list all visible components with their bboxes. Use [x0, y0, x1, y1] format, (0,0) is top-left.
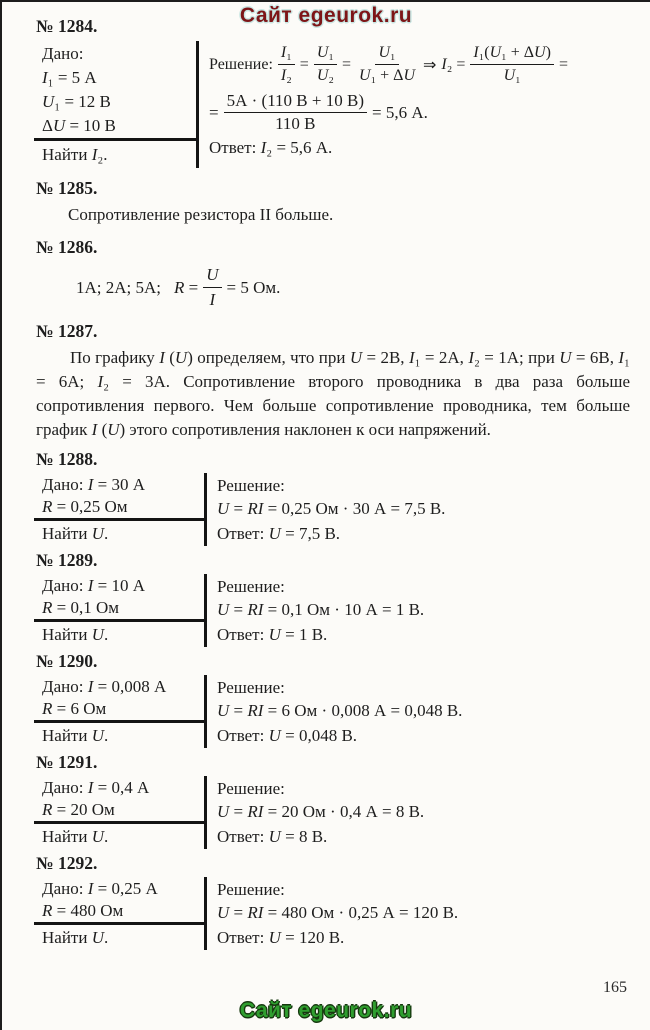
solution-line: U = RI = 480 Ом · 0,25 А = 120 В. [217, 903, 459, 922]
solution-line-1 [209, 43, 634, 86]
find-label: Найти U. [42, 928, 109, 947]
page-number: 165 [603, 979, 627, 996]
solution-label: Решение: [217, 880, 285, 899]
find-divider-line [34, 518, 204, 521]
fraction [224, 91, 367, 134]
solution-column [204, 473, 634, 546]
math-term: R = [174, 277, 199, 297]
fraction [470, 43, 554, 86]
given-value: Дано: I = 0,008 А [42, 677, 167, 696]
answer-line: Ответ: U = 120 В. [217, 928, 345, 947]
site-watermark-bottom: Сайт egeurok.ru [239, 999, 413, 1022]
solution-label: Решение: [217, 678, 285, 697]
equals-sign: = [558, 55, 568, 73]
solution-line: U = RI = 0,25 Ом · 30 А = 7,5 В. [217, 499, 446, 518]
given-column [36, 473, 204, 546]
find-label: Найти U. [42, 524, 109, 543]
solution-label: Решение: [217, 577, 285, 596]
problem-1292 [36, 853, 634, 950]
fraction [356, 43, 418, 86]
problem-1290 [36, 651, 634, 748]
fraction-denominator: 110 В [275, 114, 316, 133]
solution-line: U = RI = 20 Ом · 0,4 А = 8 В. [217, 802, 425, 821]
find-label: Найти U. [42, 827, 109, 846]
find-divider-line [34, 821, 204, 824]
answer-text: Сопротивление резистора II больше. [68, 205, 334, 224]
equals-sign: = [299, 55, 309, 73]
given-value: I₁ = 5 А [42, 68, 97, 87]
solution-column [204, 776, 634, 849]
given-solution-block [36, 877, 634, 950]
problem-1291 [36, 752, 634, 849]
fraction [203, 264, 221, 311]
find-label: Найти U. [42, 726, 109, 745]
problem-number: № 1285. [36, 178, 98, 198]
given-value: Дано: I = 0,25 А [42, 879, 158, 898]
solution-column [196, 41, 634, 168]
given-solution-block [36, 473, 634, 546]
find-divider-line [34, 619, 204, 622]
fraction [314, 43, 337, 86]
fraction-numerator: 5А · (110 В + 10 В) [224, 91, 367, 113]
solution-column [204, 877, 634, 950]
site-watermark-top: Сайт egeurok.ru [239, 4, 413, 27]
answer-line: Ответ: U = 1 В. [217, 625, 328, 644]
answer-line: Ответ: U = 0,048 В. [217, 726, 358, 745]
problem-1288 [36, 449, 634, 546]
given-column [36, 574, 204, 647]
find-divider-line [34, 138, 196, 141]
given-value: R = 20 Ом [42, 800, 115, 819]
answer-formula [36, 264, 634, 311]
fraction-denominator: U₁ [503, 67, 521, 84]
fraction-numerator: U₁ [375, 43, 398, 65]
find-divider-line [34, 720, 204, 723]
fraction [278, 43, 295, 86]
math-term: = 5,6 А. [372, 102, 428, 122]
given-solution-block [36, 41, 634, 168]
solution-label: Решение: [209, 55, 273, 73]
answer-values: 1А; 2А; 5А; [76, 277, 161, 297]
answer-line: Ответ: I₂ = 5,6 А. [209, 138, 333, 157]
given-label: Дано: [42, 44, 84, 63]
solution-label: Решение: [217, 476, 285, 495]
problem-1287 [36, 321, 634, 442]
given-value: U₁ = 12 В [42, 92, 111, 111]
given-solution-block [36, 675, 634, 748]
problem-number: № 1287. [36, 321, 98, 341]
find-label: Найти I₂. [42, 145, 108, 164]
solution-line-2 [209, 91, 634, 134]
equals-sign: = [209, 102, 219, 122]
given-column [36, 41, 196, 168]
given-value: R = 0,1 Ом [42, 598, 120, 617]
implies-arrow: ⇒ [423, 56, 437, 74]
fraction-numerator: I₁ [278, 43, 295, 65]
given-value: Дано: I = 0,4 А [42, 778, 150, 797]
answer-line: Ответ: U = 7,5 В. [217, 524, 341, 543]
find-divider-line [34, 922, 204, 925]
fraction-denominator: U₂ [316, 67, 334, 84]
solution-line: U = RI = 6 Ом · 0,008 А = 0,048 В. [217, 701, 463, 720]
fraction-denominator: I [209, 290, 216, 309]
fraction-numerator: I₁(U₁ + ΔU) [470, 43, 554, 65]
answer-line: Ответ: U = 8 В. [217, 827, 328, 846]
fraction-denominator: U₁ + ΔU [359, 67, 416, 84]
given-column [36, 877, 204, 950]
solution-line: U = RI = 0,1 Ом · 10 А = 1 В. [217, 600, 425, 619]
problem-number: № 1290. [36, 651, 98, 671]
solution-column [204, 675, 634, 748]
given-column [36, 675, 204, 748]
solution-column [204, 574, 634, 647]
problem-number: № 1291. [36, 752, 98, 772]
problem-1284 [36, 16, 634, 168]
problem-1289 [36, 550, 634, 647]
problem-number: № 1284. [36, 16, 98, 36]
given-value: R = 0,25 Ом [42, 497, 128, 516]
given-value: Дано: I = 30 А [42, 475, 146, 494]
problem-1285 [36, 178, 634, 227]
given-value: ΔU = 10 В [42, 116, 116, 135]
answer-paragraph: По графику I (U) определяем, что при U = 2В, I₁ = 2А, I₂ = 1А; при U = 6В, I₁ = 6А; I₂ = 3А. Сопротивление второго проводника в два раза больше сопротивления первого. Чем больше сопротивление проводника, тем больше график I (U) этого сопротивления наклонен к оси напряжений. [36, 348, 630, 439]
given-solution-block [36, 776, 634, 849]
problem-1286 [36, 237, 634, 311]
given-solution-block [36, 574, 634, 647]
problem-number: № 1286. [36, 237, 98, 257]
page-content [2, 2, 650, 950]
math-term: I₂ = [441, 55, 466, 73]
fraction-numerator: U₁ [314, 43, 337, 65]
given-value: Дано: I = 10 А [42, 576, 146, 595]
solution-label: Решение: [217, 779, 285, 798]
given-value: R = 480 Ом [42, 901, 124, 920]
fraction-denominator: I₂ [280, 67, 292, 84]
given-value: R = 6 Ом [42, 699, 107, 718]
fraction-numerator: U [203, 264, 221, 288]
given-column [36, 776, 204, 849]
equals-sign: = [341, 55, 351, 73]
problem-number: № 1289. [36, 550, 98, 570]
problem-number: № 1288. [36, 449, 98, 469]
math-term: = 5 Ом. [226, 277, 281, 297]
find-label: Найти U. [42, 625, 109, 644]
problem-number: № 1292. [36, 853, 98, 873]
